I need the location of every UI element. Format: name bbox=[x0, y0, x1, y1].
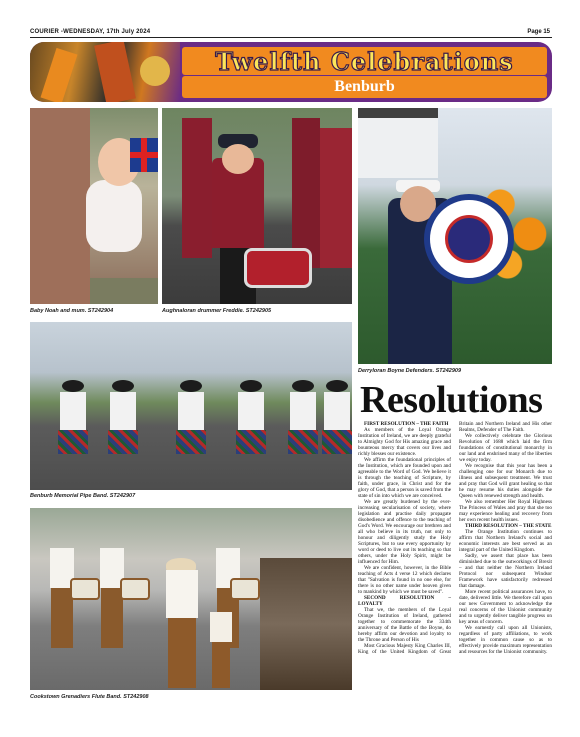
article-paragraph: More recent political assurances have, to date, delivered little. We therefore call upon our new Government to acknowledge the real concerns of the Unionist community and to urgently deliver tangible progress on key areas of concern. bbox=[459, 589, 552, 625]
banner-title-box bbox=[182, 47, 547, 75]
article-paragraph: We collectively celebrate the Glorious Revolution of 1688 which laid the firm foundations of constitutional monarchy in our land and enshrined many of the liberties we enjoy today. bbox=[459, 433, 552, 463]
page-number: Page 15 bbox=[527, 29, 550, 35]
banner-subtitle: Benburb bbox=[334, 78, 395, 95]
article-paragraph: We earnestly call upon all Unionists, regardless of party affiliations, to work together in common cause so as to effectively provide maximum representation and resources for the Unionist community. bbox=[459, 625, 552, 655]
article-title: Resolutions bbox=[360, 379, 543, 421]
article-paragraph: We also remember Her Royal Highness The Princess of Wales and pray that she too may experience healing and recovery from her own recent health issues. bbox=[459, 499, 552, 523]
caption-baby: Baby Noah and mum. ST242904 bbox=[30, 308, 114, 314]
page-header bbox=[0, 0, 580, 40]
article-body bbox=[358, 421, 552, 697]
photo-drummer bbox=[162, 108, 352, 304]
photo-derryloran bbox=[358, 108, 552, 364]
article-paragraph: That we, the members of the Loyal Orange Institution of Ireland, gathered together to commemorate the 334th anniversary of the Battle of the Boyne, do hereby affirm our devotion and loyalty to the Throne and Person of His bbox=[358, 607, 451, 643]
banner-title: Twelfth Celebrations bbox=[215, 46, 514, 76]
caption-pipe-band: Benburb Memorial Pipe Band. ST242907 bbox=[30, 493, 136, 499]
article-subheading: THIRD RESOLUTION – THE STATE bbox=[465, 523, 552, 529]
caption-derryloran: Derryloran Boyne Defenders. ST242909 bbox=[358, 368, 462, 374]
snare-drum-icon bbox=[244, 248, 312, 288]
article-paragraph: Most Gracious Majesty King Charles III, King of the United Kingdom of Great Britain and Northern Ireland and His other Realms, Defender of The Faith. bbox=[358, 421, 552, 655]
header-divider bbox=[30, 37, 552, 38]
article-subheading: SECOND RESOLUTION – LOYALTY bbox=[358, 595, 451, 607]
photo-pipe-band bbox=[30, 322, 352, 490]
article-paragraph: As members of the Loyal Orange Institution of Ireland, we are deeply grateful to Almighty God for His amazing grace and bounteous mercy that covers our lives and richly blesses our existence. bbox=[358, 427, 451, 457]
article-paragraph: We are confident, however, in the Bible teaching of Acts 4 verse 12 which declares that "Salvation is found in no one else, for there is no other name under heaven given to mankind by which we must be saved". bbox=[358, 565, 451, 595]
article-paragraph: The Orange Institution continues to affirm that Northern Ireland's social and economic interests are best served as an integral part of the United Kingdom. bbox=[459, 529, 552, 553]
caption-flute-band: Cookstown Grenadiers Flute Band. ST242908 bbox=[30, 694, 149, 700]
bass-drum-icon bbox=[424, 194, 514, 284]
publication-dateline: COURIER -WEDNESDAY, 17th July 2024 bbox=[30, 29, 151, 35]
banner-photo bbox=[30, 42, 180, 102]
caption-drummer: Aughnaloran drummer Freddie. ST242905 bbox=[162, 308, 272, 314]
article-paragraph: Sadly, we assert that place has been diminished due to the outworkings of Brexit – and that neither the Northern Ireland Protocol nor subsequent Windsor Framework have satisfactorily redressed that damage. bbox=[459, 553, 552, 589]
section-banner bbox=[30, 42, 552, 102]
article-subheading: FIRST RESOLUTION – THE FAITH bbox=[364, 421, 449, 427]
banner-subtitle-box bbox=[182, 76, 547, 98]
photo-flute-band bbox=[30, 508, 352, 690]
article-paragraph: We are greatly burdened by the ever-increasing secularisation of society, where legislation and practise daily propagate disobedience and offence to the teaching of God's Word. We encourage our brethren and all who believe in its truth, not only to honour and diligently study the Holy Scriptures, but to use every opportunity by word or deed to live out its teaching so that others, under the Holy Spirit, might be influenced for Him. bbox=[358, 499, 451, 565]
article-paragraph: We recognise that this year has been a challenging one for our Monarch due to illness and subsequent treatment. We trust and pray that God will grant healing so that he may resume his duties alongside the Queen with renewed strength and health. bbox=[459, 463, 552, 499]
photo-baby-and-mum bbox=[30, 108, 158, 304]
article-paragraph: We affirm the foundational principles of the Institution, which are founded upon and agreeable to the Word of God. We believe it is through the teaching of Scripture, by faith, under grace, in Christ and for the glory of God, that a person is saved from the state of sin into which we are conceived. bbox=[358, 457, 451, 499]
